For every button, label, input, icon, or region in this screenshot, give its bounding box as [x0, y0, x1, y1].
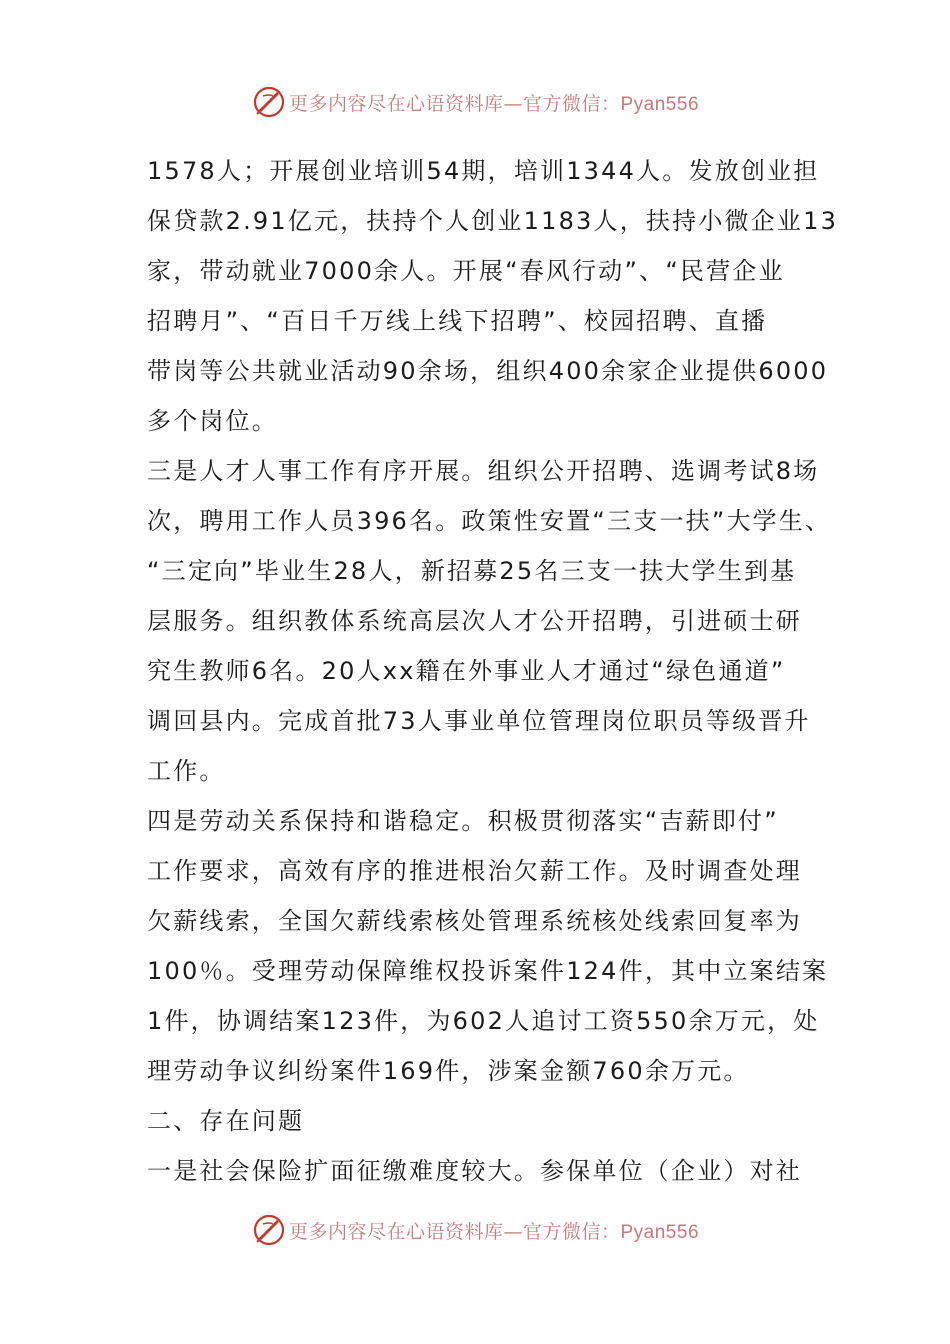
text-line: 理劳动争议纠纷案件169件，涉案金额760余万元。	[147, 1057, 750, 1085]
paragraph-heading-line: 三是人才人事工作有序开展。组织公开招聘、选调考试8场	[147, 457, 820, 485]
document-body	[147, 146, 839, 1196]
pen-logo-icon	[251, 84, 287, 120]
text-line: 次，聘用工作人员396名。政策性安置“三支一扶”大学生、	[147, 507, 832, 535]
text-line: 层服务。组织教体系统高层次人才公开招聘，引进硕士研	[147, 607, 802, 635]
text-line: 多个岗位。	[147, 407, 278, 435]
text-line: 调回县内。完成首批73人事业单位管理岗位职员等级晋升	[147, 707, 811, 735]
text-line: 1件，协调结案123件，为602人追讨工资550余万元，处	[147, 1007, 820, 1035]
pen-logo-icon	[251, 1212, 287, 1248]
text-line: 工作。	[147, 757, 226, 785]
text-line: 工作要求，高效有序的推进根治欠薪工作。及时调查处理	[147, 857, 802, 885]
text-line: 保贷款2.91亿元，扶持个人创业1183人，扶持小微企业13	[147, 207, 839, 235]
watermark-wechat-id: Pyan556	[620, 1221, 700, 1243]
header-watermark	[0, 82, 950, 122]
watermark-wechat-id: Pyan556	[620, 93, 700, 115]
text-line: “三定向”毕业生28人，新招募25名三支一扶大学生到基	[147, 557, 797, 585]
paragraph-heading-line: 一是社会保险扩面征缴难度较大。参保单位（企业）对社	[147, 1157, 802, 1185]
text-line: 1578人；开展创业培训54期，培训1344人。发放创业担	[147, 157, 820, 185]
watermark-text: 更多内容尽在心语资料库—官方微信：Pyan556	[288, 92, 700, 115]
text-line: 带岗等公共就业活动90余场，组织400余家企业提供6000	[147, 357, 829, 385]
text-line: 100％。受理劳动保障维权投诉案件124件，其中立案结案	[147, 957, 829, 985]
text-line: 欠薪线索，全国欠薪线索核处管理系统核处线索回复率为	[147, 907, 802, 935]
section-heading: 二、存在问题	[147, 1107, 305, 1135]
text-line: 招聘月”、“百日千万线上线下招聘”、校园招聘、直播	[147, 307, 768, 335]
text-line: 家，带动就业7000余人。开展“春风行动”、“民营企业	[147, 257, 785, 285]
text-line: 究生教师6名。20人xx籍在外事业人才通过“绿色通道”	[147, 657, 786, 685]
footer-watermark	[0, 1210, 950, 1250]
watermark-text: 更多内容尽在心语资料库—官方微信：Pyan556	[288, 1220, 700, 1243]
paragraph-heading-line: 四是劳动关系保持和谐稳定。积极贯彻落实“吉薪即付”	[147, 807, 779, 835]
